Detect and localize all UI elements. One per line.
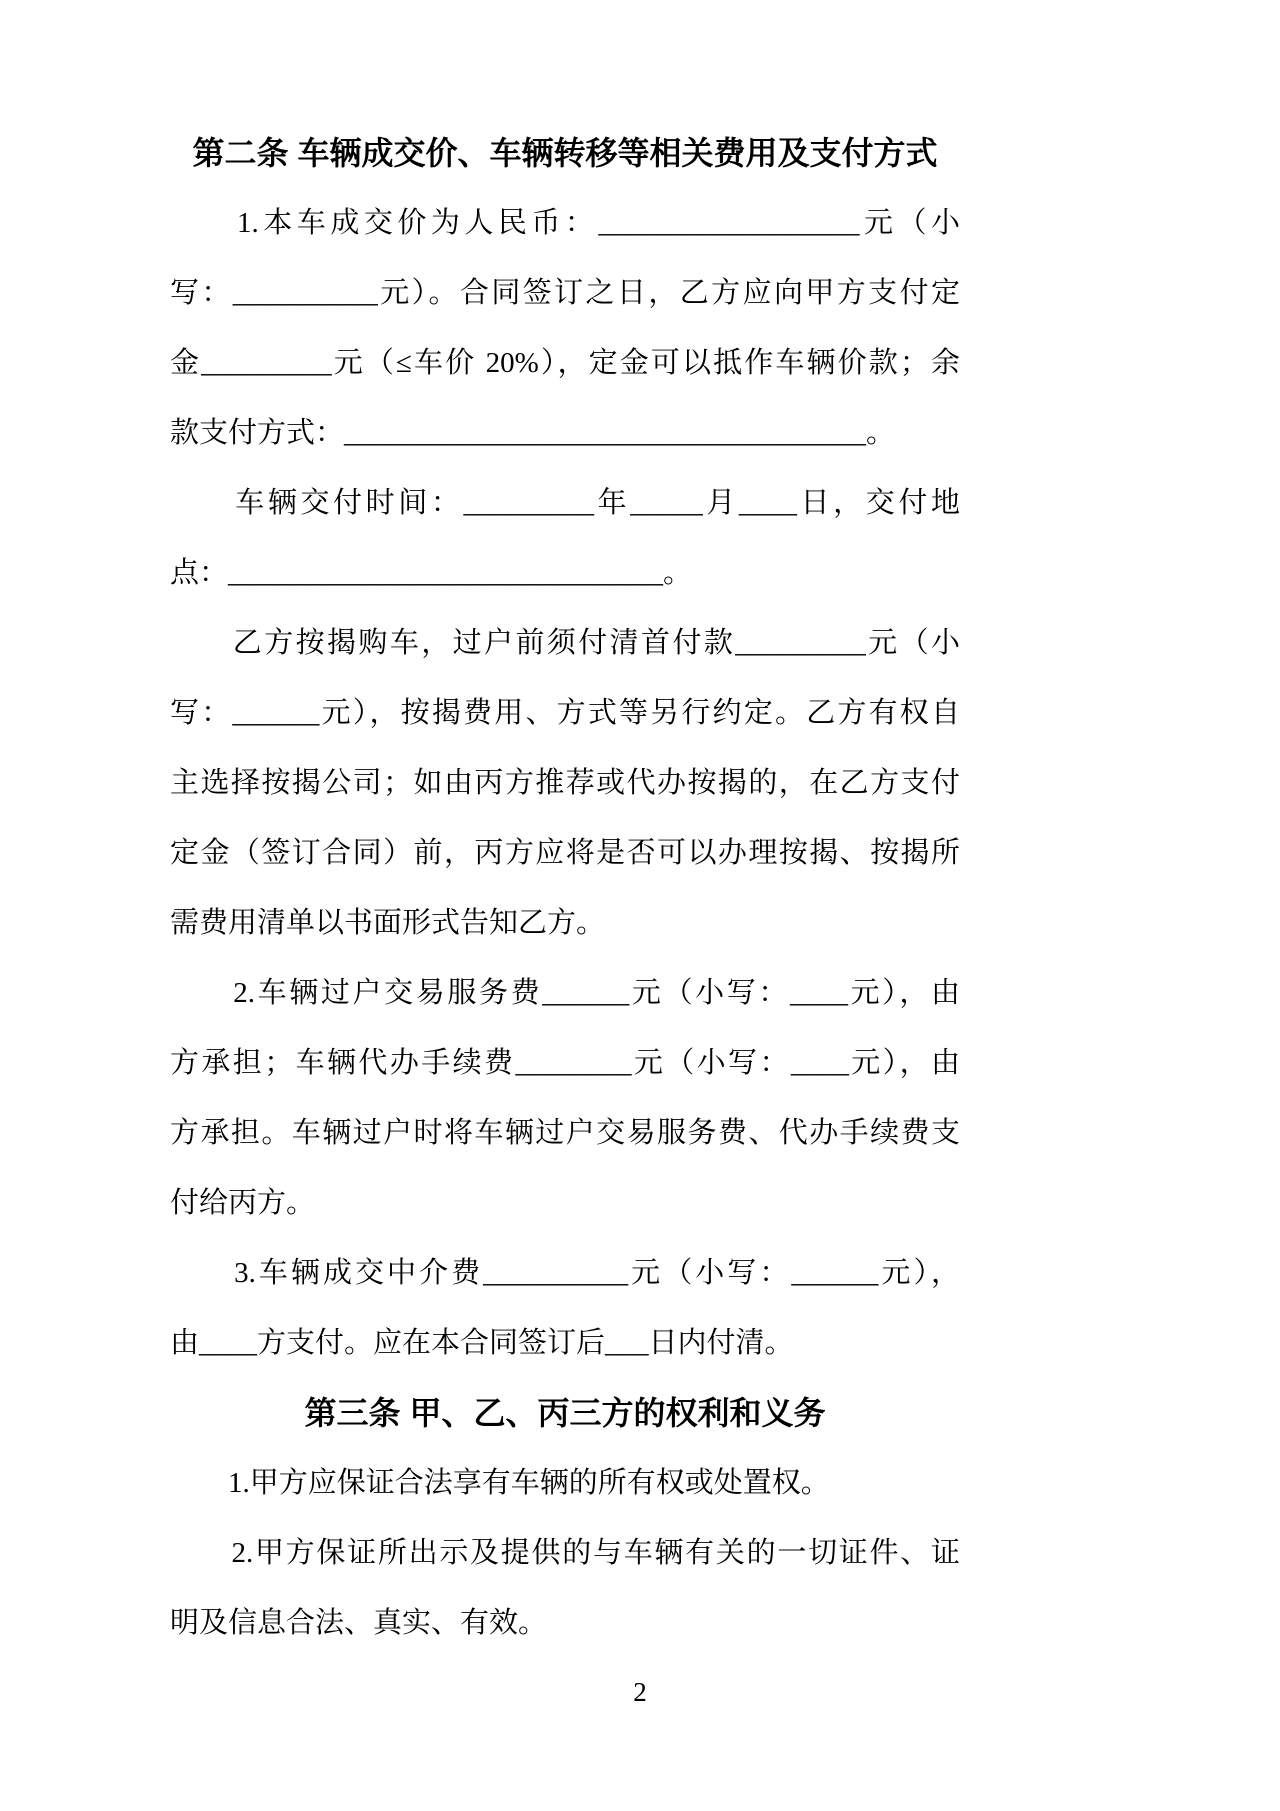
text-line: 写：______元），按揭费用、方式等另行约定。乙方有权自 <box>170 697 960 729</box>
text-line: 2.甲方保证所出示及提供的与车辆有关的一切证件、证 <box>170 1537 960 1569</box>
paragraph <box>170 188 960 468</box>
paragraph <box>170 468 960 608</box>
text-line: 款支付方式：____________________________________。 <box>170 417 896 449</box>
text-line: 乙方按揭购车，过户前须付清首付款_________元（小 <box>170 627 960 659</box>
document-body <box>170 118 960 1658</box>
paragraph <box>170 958 960 1238</box>
text-line: 车辆交付时间：_________年_____月____日，交付地 <box>170 487 960 519</box>
paragraph <box>170 608 960 958</box>
text-line: 需费用清单以书面形式告知乙方。 <box>170 907 606 939</box>
text-line: 1.本车成交价为人民币：__________________元（小 <box>170 207 960 239</box>
text-line: 定金（签订合同）前，丙方应将是否可以办理按揭、按揭所 <box>170 837 960 869</box>
paragraph <box>170 1518 960 1658</box>
text-line: 主选择按揭公司；如由丙方推荐或代办按揭的，在乙方支付 <box>170 767 960 799</box>
page-number: 2 <box>633 1677 647 1707</box>
text-line: 2.车辆过户交易服务费______元（小写：____元），由 <box>170 977 960 1009</box>
text-line: 明及信息合法、真实、有效。 <box>170 1607 548 1639</box>
text-line: 点：______________________________。 <box>170 557 693 589</box>
text-line: 方承担。车辆过户时将车辆过户交易服务费、代办手续费支 <box>170 1117 960 1149</box>
paragraph <box>170 1448 960 1518</box>
text-line: 3.车辆成交中介费__________元（小写：______元）， <box>170 1257 960 1289</box>
text-line: 金_________元（≤车价 20%），定金可以抵作车辆价款；余 <box>170 347 960 379</box>
text-line: 由____方支付。应在本合同签订后___日内付清。 <box>170 1327 794 1359</box>
paragraph <box>170 1238 960 1378</box>
article-heading: 第三条 甲、乙、丙三方的权利和义务 <box>304 1395 826 1431</box>
text-line: 付给丙方。 <box>170 1187 316 1219</box>
text-line: 1.甲方应保证合法享有车辆的所有权或处置权。 <box>170 1467 830 1499</box>
article-heading: 第二条 车辆成交价、车辆转移等相关费用及支付方式 <box>192 135 938 171</box>
text-line: 写：__________元）。合同签订之日，乙方应向甲方支付定 <box>170 277 960 309</box>
text-line: 方承担；车辆代办手续费________元（小写：____元），由 <box>170 1047 960 1079</box>
